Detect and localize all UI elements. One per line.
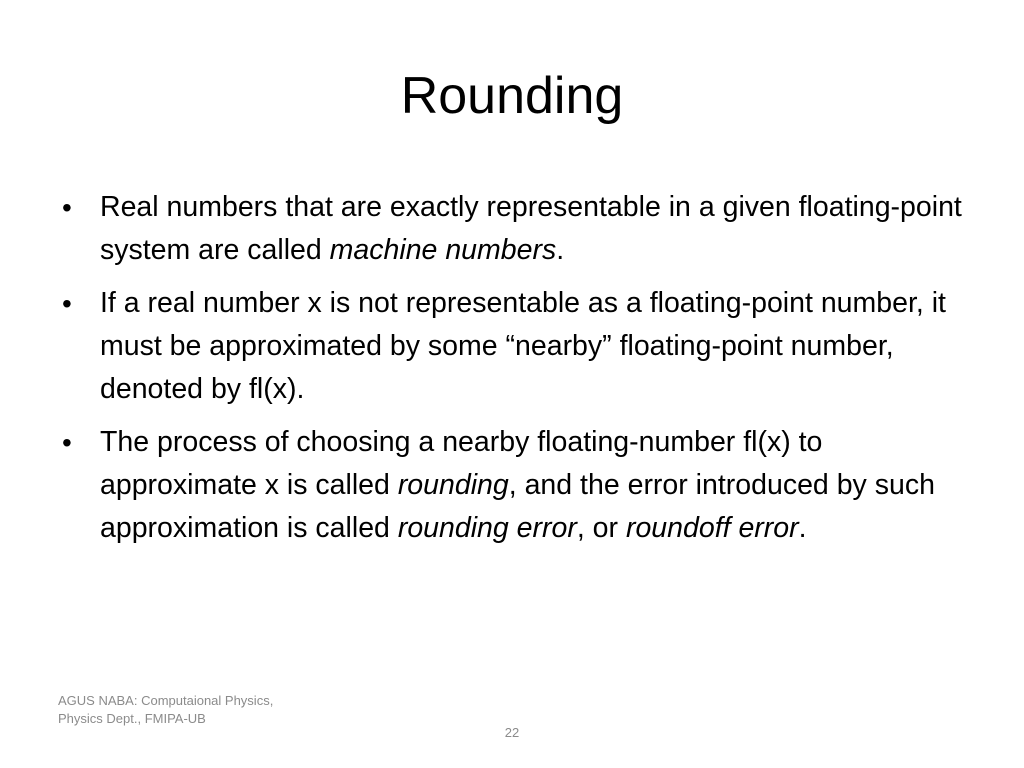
bullet-text [100,287,946,405]
bullet-dot-icon: • [62,288,72,319]
bullet-dot-icon: • [62,192,72,223]
bullet-text-run: If a real number x is not representable as a floating-point number, it must be approximated by some “nearby” floating-point number, denoted by fl(x). [100,287,946,405]
bullet-item [52,282,982,411]
bullet-text-run: The process of choosing a nearby floating-number fl(x) to approximate x is called [100,426,823,501]
bullet-text-run: . [798,512,807,544]
bullet-text-run: , or [576,512,626,544]
bullet-text-emphasis: rounding [397,469,509,501]
bullet-item [52,186,982,272]
bullet-text-emphasis: rounding error [397,512,577,544]
slide-title: Rounding [400,67,624,125]
bullet-text-run: , and the error introduced by such approximation is called [100,469,935,544]
bullet-text-emphasis: roundoff error [625,512,799,544]
bullet-text [100,191,962,266]
bullet-text-emphasis: machine numbers [329,234,557,266]
bullet-list [52,186,982,560]
footer-author: AGUS NABA: Computaional Physics, Physics Dept., FMIPA-UB [58,693,274,726]
bullet-text-run: . [556,234,565,266]
bullet-item [52,421,982,550]
bullet-dot-icon: • [62,427,72,458]
page-number: 22 [504,725,520,740]
bullet-text-run: Real numbers that are exactly representable in a given floating-point system are called [100,191,962,266]
bullet-text [100,426,935,544]
